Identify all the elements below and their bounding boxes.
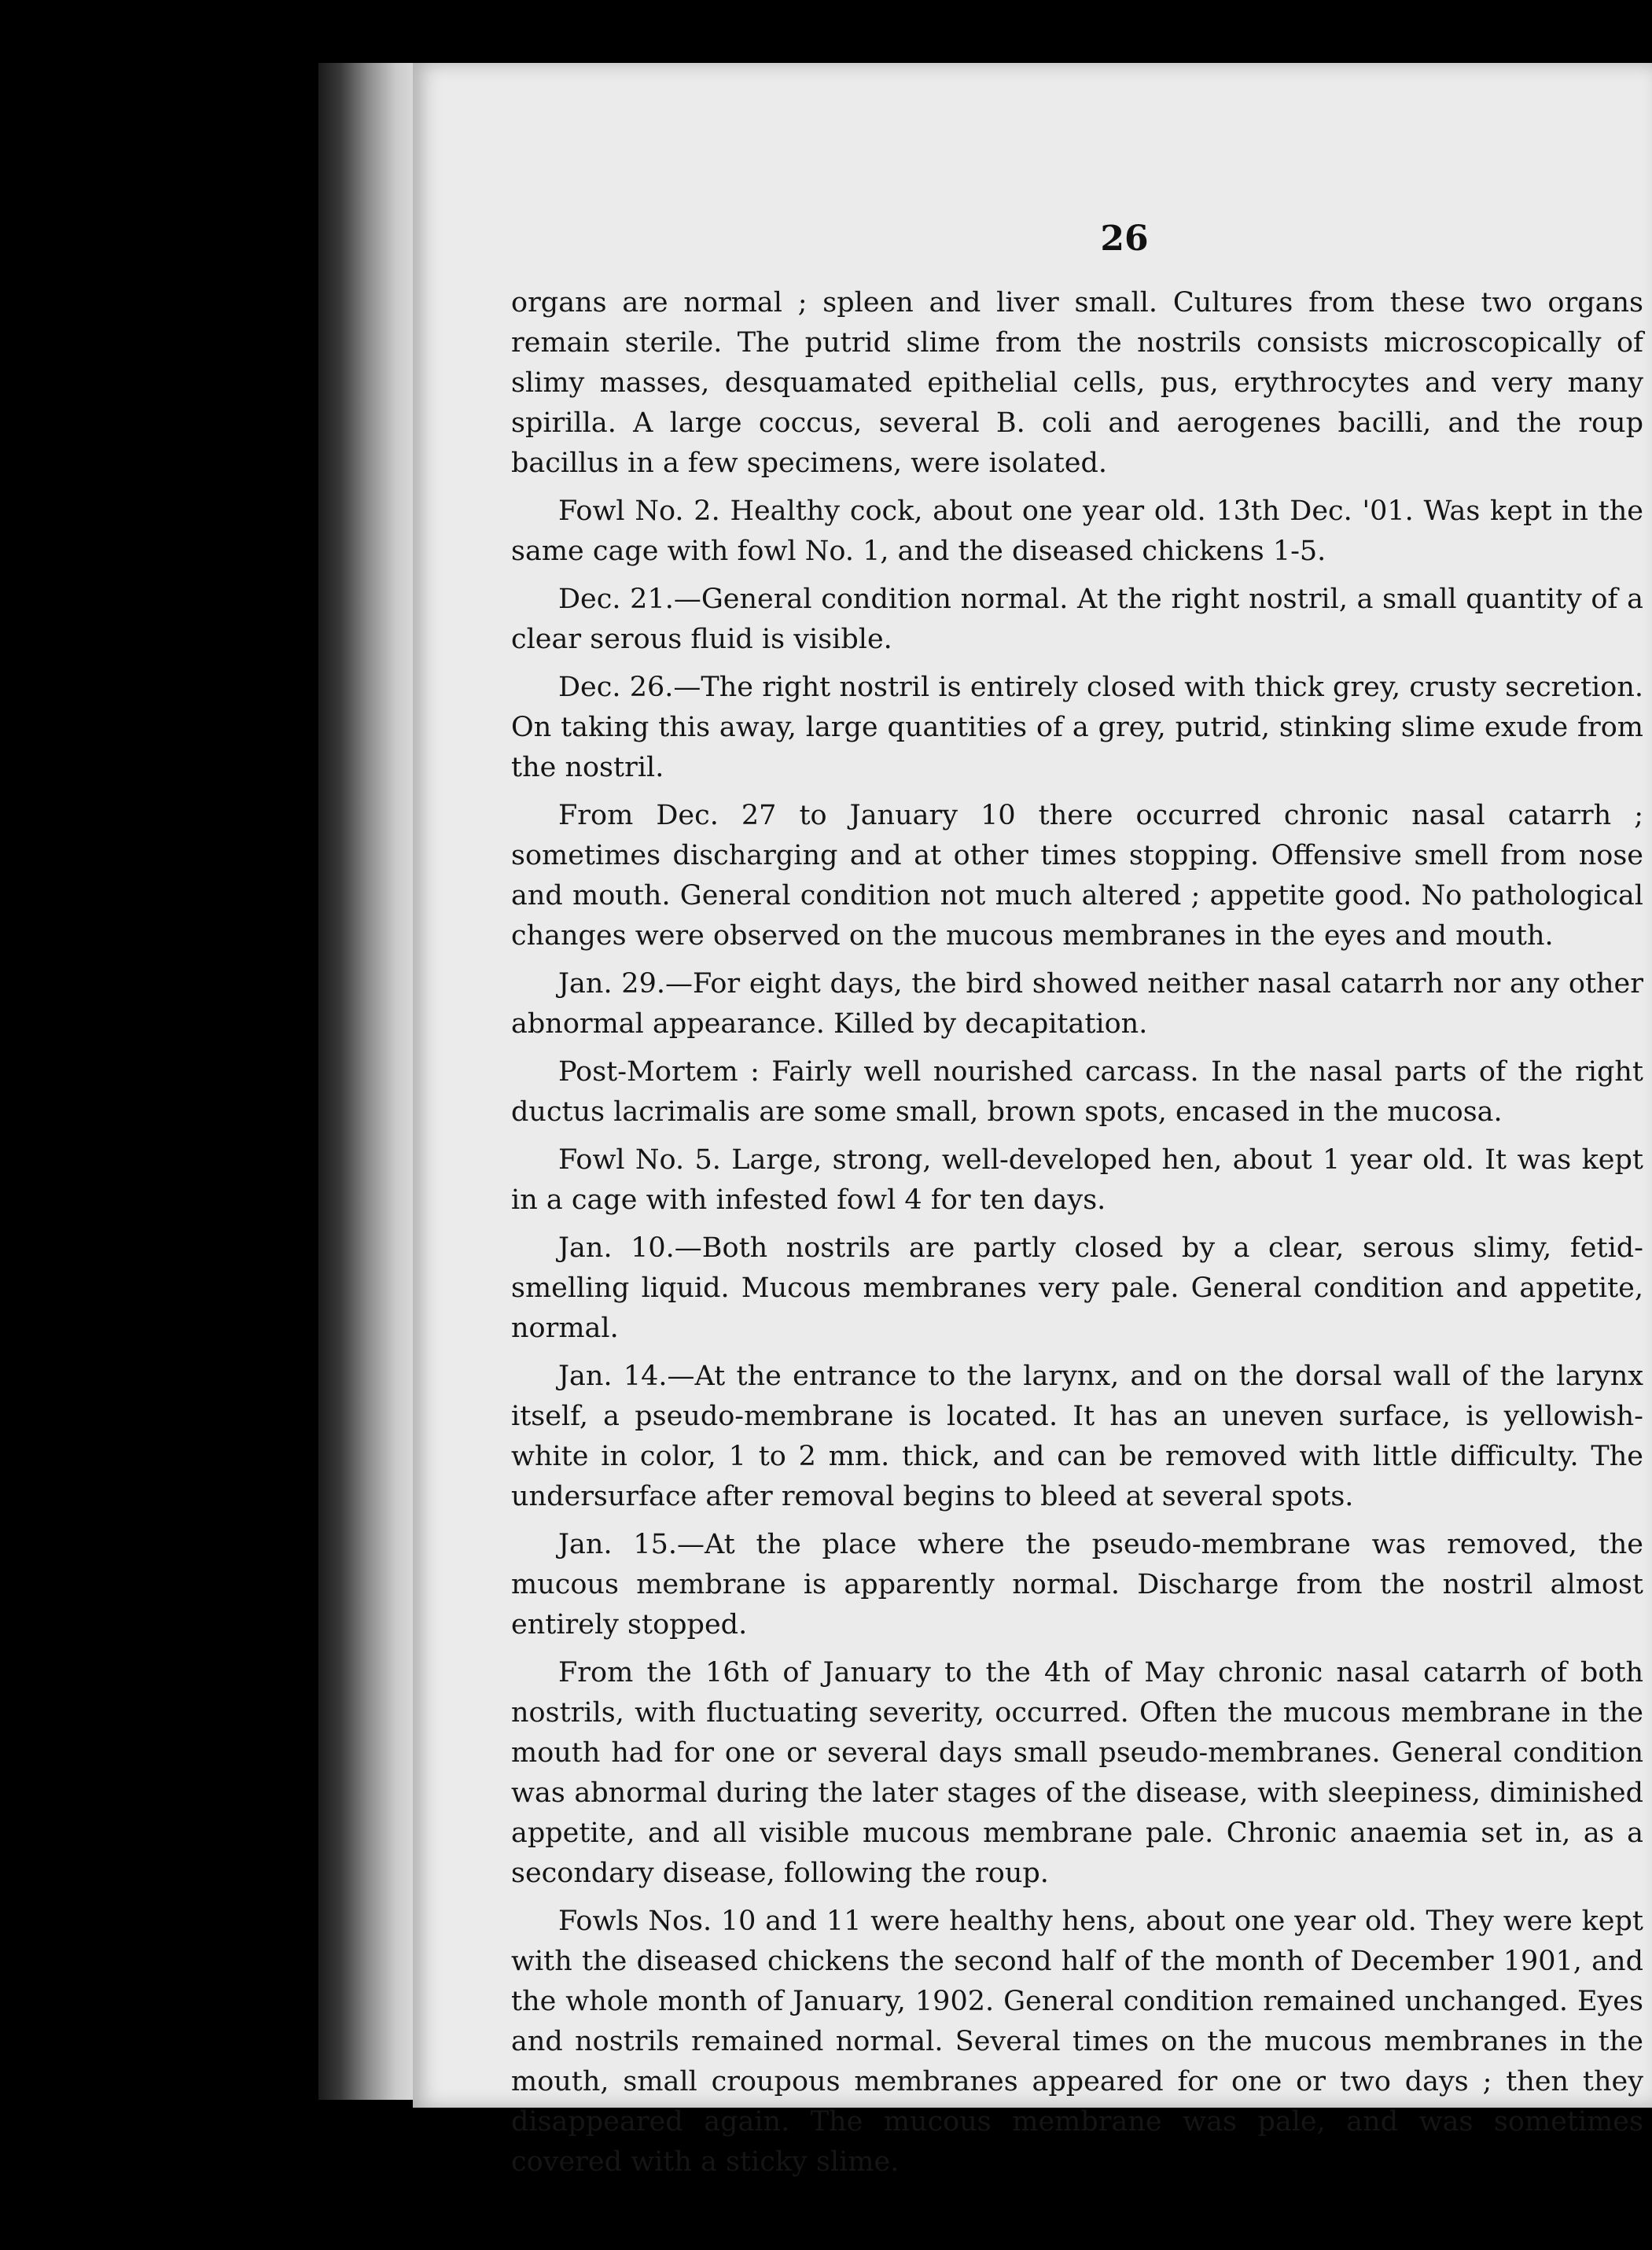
paragraph: From Dec. 27 to January 10 there occurred chronic nasal catarrh ; sometimes discharging and at other times stopping. Offensive smell from nose and mouth. General condition not much altered ; appetite good. No pathological changes were observed on the mucous membranes in the eyes and mouth.: [511, 800, 1643, 952]
paragraph: Jan. 10.—Both nostrils are partly closed by a clear, serous slimy, fetid-smelling liquid. Mucous membranes very pale. General condition and appetite, normal.: [511, 1232, 1643, 1344]
paragraph: Fowl No. 5. Large, strong, well-developed hen, about 1 year old. It was kept in a cage with infested fowl 4 for ten days.: [511, 1144, 1643, 1216]
paragraph: From the 16th of January to the 4th of May chronic nasal catarrh of both nostrils, with fluctuating severity, occurred. Often the mucous membrane in the mouth had for one or several days small pseudo-membranes. General condition was abnormal during the later stages of the disease, with sleepiness, diminished appetite, and all visible mucous membrane pale. Chronic anaemia set in, as a secondary disease, following the roup.: [511, 1657, 1643, 1889]
paragraph: Fowls Nos. 10 and 11 were healthy hens, about one year old. They were kept with the diseased chickens the second half of the month of December 1901, and the whole month of January, 1902. General condition remained unchanged. Eyes and nostrils remained normal. Several times on the mucous membranes in the mouth, small croupous membranes appeared for one or two days ; then they disappeared again. The mucous membrane was pale, and was sometimes covered with a sticky slime.: [511, 1906, 1643, 2178]
paragraph: Dec. 26.—The right nostril is entirely closed with thick grey, crusty secretion. On taking this away, large quantities of a grey, putrid, stinking slime exude from the nostril.: [511, 672, 1643, 783]
paragraph: Fowl No. 2. Healthy cock, about one year old. 13th Dec. '01. Was kept in the same cage with fowl No. 1, and the diseased chickens 1-5.: [511, 495, 1643, 567]
body-text: [511, 283, 1643, 2190]
paragraph: Jan. 15.—At the place where the pseudo-membrane was removed, the mucous membrane is apparently normal. Discharge from the nostril almost entirely stopped.: [511, 1529, 1643, 1641]
paragraph: Post-Mortem : Fairly well nourished carcass. In the nasal parts of the right ductus lacrimalis are some small, brown spots, encased in the mucosa.: [511, 1056, 1643, 1128]
book-page-edges: [318, 63, 429, 2100]
paragraph: Jan. 29.—For eight days, the bird showed neither nasal catarrh nor any other abnormal appearance. Killed by decapitation.: [511, 968, 1643, 1040]
page-number: 26: [1100, 219, 1149, 259]
paragraph: Jan. 14.—At the entrance to the larynx, and on the dorsal wall of the larynx itself, a pseudo-membrane is located. It has an uneven surface, is yellowish-white in color, 1 to 2 mm. thick, and can be removed with little difficulty. The undersurface after removal begins to bleed at several spots.: [511, 1361, 1643, 1512]
paragraph: organs are normal ; spleen and liver small. Cultures from these two organs remain sterile. The putrid slime from the nostrils consists microscopically of slimy masses, desquamated epithelial cells, pus, erythrocytes and very many spirilla. A large coccus, several B. coli and aerogenes bacilli, and the roup bacillus in a few specimens, were isolated.: [511, 287, 1643, 479]
paragraph: Dec. 21.—General condition normal. At the right nostril, a small quantity of a clear serous fluid is visible.: [511, 584, 1643, 655]
